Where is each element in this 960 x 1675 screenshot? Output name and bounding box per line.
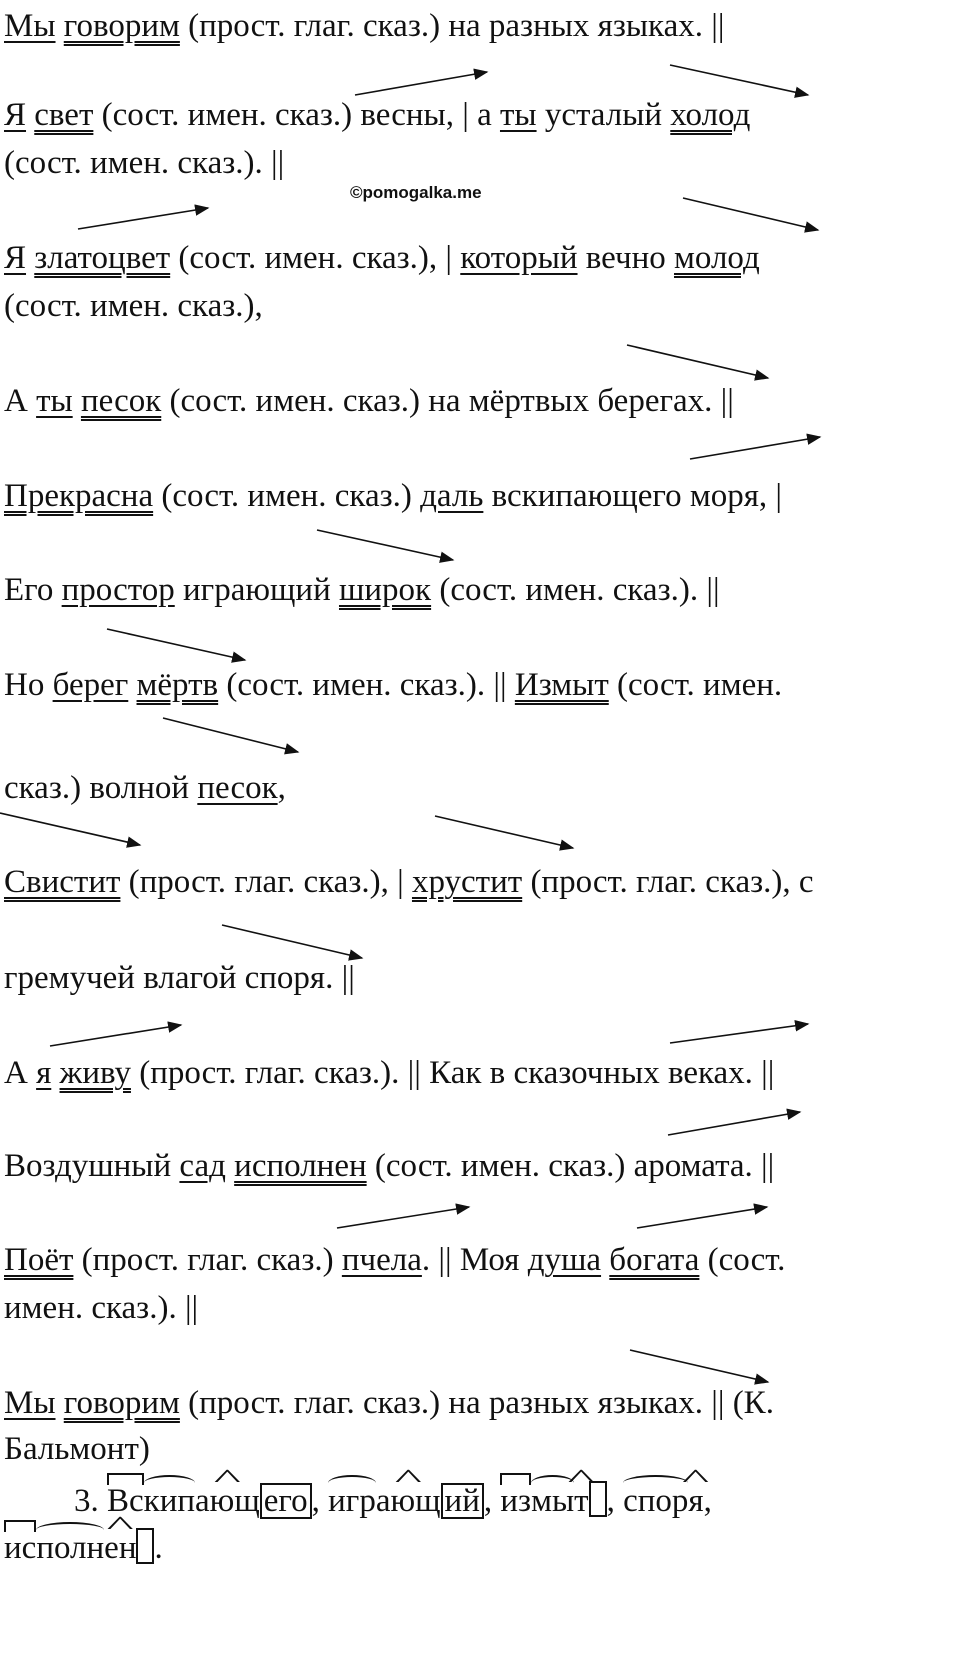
subject: который (460, 240, 578, 276)
subject: простор (61, 572, 175, 608)
task-3-line-2: исполн^ ен . (4, 1528, 163, 1568)
text-line-12: гремучей влагой споря. || (4, 960, 355, 996)
suffix: ^ я (688, 1481, 703, 1521)
subject: пчела (341, 1242, 422, 1278)
arrow (355, 72, 487, 95)
predicate: широк (338, 572, 432, 608)
arrow (435, 816, 573, 848)
arrow (337, 1207, 469, 1228)
arrow (668, 1112, 800, 1135)
prefix: ис (4, 1530, 37, 1566)
arrow (627, 345, 768, 378)
word-izmyt (500, 1483, 606, 1519)
predicate: Поёт (4, 1242, 74, 1278)
text-line-13: А я живу (прост. глаг. сказ.). || Как в сказочных веках. || (4, 1055, 775, 1091)
watermark: ©pomogalka.me (350, 183, 482, 202)
word-igrayushchiy (328, 1483, 484, 1519)
suffix: ^ ающ (376, 1481, 441, 1521)
arrow (690, 437, 820, 459)
text-line-9: Но берег мёртв (сост. имен. сказ.). || Измыт (сост. имен. (4, 667, 783, 703)
arrow (630, 1350, 768, 1382)
predicate: холод (670, 97, 751, 133)
suffix: ^ ающ (195, 1481, 260, 1521)
suffix: ^ ен (104, 1528, 136, 1568)
arrow (50, 1025, 181, 1046)
predicate: Прекрасна (4, 478, 154, 514)
text-line-10: сказ.) волной песок, (4, 770, 286, 806)
ending: ий (441, 1483, 484, 1519)
subject: берег (52, 667, 129, 703)
task-number: 3. (74, 1483, 107, 1519)
predicate: молод (674, 240, 760, 276)
arrow (163, 718, 298, 752)
root: кип (143, 1483, 196, 1519)
text-line-1: Мы говорим (прост. глаг. сказ.) на разных языках. || (4, 8, 725, 44)
text-line-11: Свистит (прост. глаг. сказ.), | хрустит (прост. глаг. сказ.), с (4, 864, 814, 900)
predicate: живу (59, 1055, 131, 1091)
arrow (0, 813, 140, 845)
arrow (222, 925, 362, 958)
word-sporya (623, 1483, 704, 1519)
ending: его (260, 1483, 312, 1519)
task-3-line-1: 3. Вскип^ ающ его , игр^ ающ ий , измы^ т , спор^ я, (74, 1481, 712, 1521)
predicate: говорим (63, 1385, 180, 1421)
predicate: Свистит (4, 864, 121, 900)
arrow (78, 208, 208, 229)
subject: ты (499, 97, 537, 133)
text-line-16: имен. сказ.). || (4, 1290, 199, 1326)
text-line-4: Я златоцвет (сост. имен. сказ.), | который вечно молод (4, 240, 760, 276)
prefix: Вс (107, 1483, 144, 1519)
text-line-15: Поёт (прост. глаг. сказ.) пчела. || Моя душа богата (сост. (4, 1242, 786, 1278)
text-line-14: Воздушный сад исполнен (сост. имен. сказ.) аромата. || (4, 1148, 775, 1184)
predicate: свет (34, 97, 94, 133)
subject: Я (4, 240, 27, 276)
text-line-18: Бальмонт) (4, 1431, 150, 1467)
text-line-3: (сост. имен. сказ.). || (4, 145, 285, 181)
text-line-2: Я свет (сост. имен. сказ.) весны, | а ты усталый холод (4, 97, 751, 133)
subject: сад (179, 1148, 226, 1184)
predicate: песок (80, 383, 162, 419)
subject: даль (420, 478, 484, 514)
text-line-8: Его простор играющий широк (сост. имен. сказ.). || (4, 572, 720, 608)
subject: я (36, 1055, 52, 1091)
root: спор (623, 1483, 689, 1519)
subject: Мы (4, 8, 56, 44)
arrow (683, 198, 818, 230)
root: игр (328, 1483, 376, 1519)
predicate: златоцвет (34, 240, 171, 276)
predicate: богата (609, 1242, 700, 1278)
predicate: исполнен (234, 1148, 367, 1184)
word-ispolnen (4, 1530, 136, 1566)
predicate: мёртв (136, 667, 219, 703)
subject: душа (527, 1242, 602, 1278)
arrow (670, 1024, 808, 1043)
arrow (670, 65, 808, 95)
arrow (317, 530, 453, 560)
subject: песок (197, 770, 278, 806)
root: мы (531, 1483, 575, 1519)
text-line-6: А ты песок (сост. имен. сказ.) на мёртвых берегах. || (4, 383, 734, 419)
text-line-17: Мы говорим (прост. глаг. сказ.) на разных языках. || (К. (4, 1385, 774, 1421)
predicate: Измыт (514, 667, 609, 703)
text-line-7: Прекрасна (сост. имен. сказ.) даль вскипающего моря, | (4, 478, 783, 514)
text-line-5: (сост. имен. сказ.), (4, 288, 263, 324)
arrow (637, 1207, 767, 1228)
predicate: хрустит (411, 864, 523, 900)
subject: Я (4, 97, 27, 133)
subject: ты (36, 383, 73, 419)
root: полн (36, 1530, 105, 1566)
subject: Мы (4, 1385, 56, 1421)
arrow (107, 629, 245, 660)
prefix: из (500, 1483, 532, 1519)
suffix: ^ т (574, 1481, 588, 1521)
predicate: говорим (63, 8, 180, 44)
